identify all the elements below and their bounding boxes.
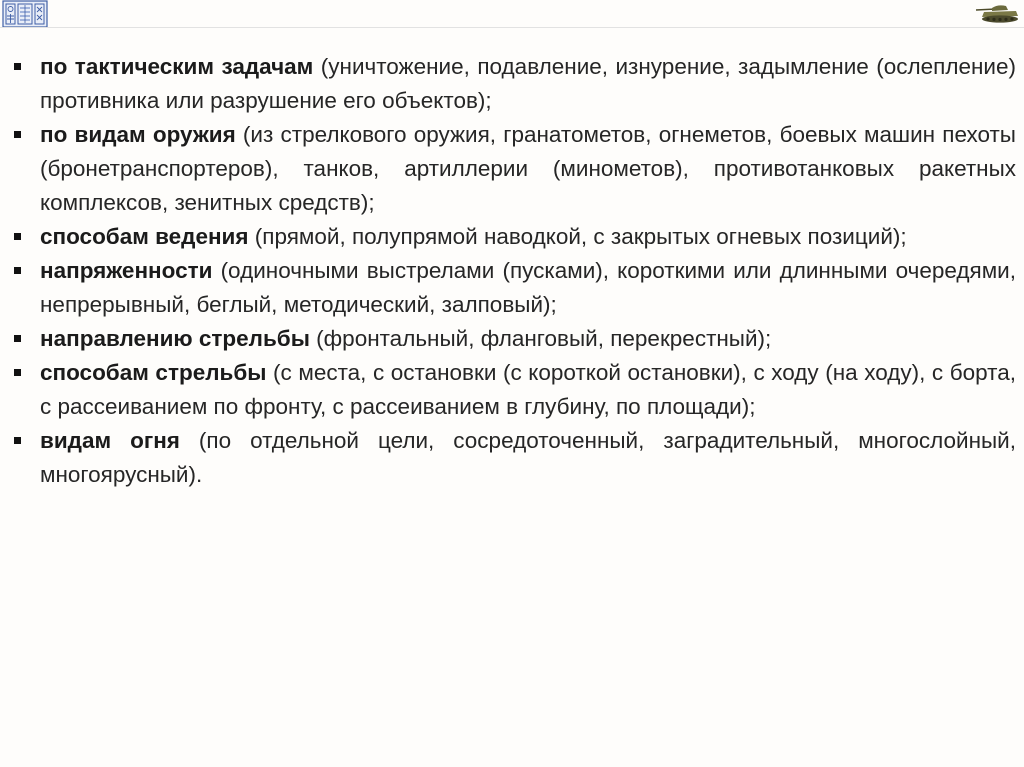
list-item: [12, 118, 1016, 220]
bullet-icon: [14, 63, 21, 70]
list-item: [12, 424, 1016, 492]
item-term: по видам оружия: [40, 122, 236, 147]
item-term: направлению стрельбы: [40, 326, 310, 351]
item-term: способам стрельбы: [40, 360, 267, 385]
list-item: [12, 356, 1016, 424]
item-text: (с места, с остановки (с короткой остановки), с ходу (на ходу), с борта, с рассеиванием по фронту, с рассеиванием в глубину, по площади);: [40, 360, 1016, 419]
item-term: напряженности: [40, 258, 213, 283]
bullet-icon: [14, 437, 21, 444]
bullet-icon: [14, 267, 21, 274]
bullet-list: [12, 50, 1016, 492]
item-text: (по отдельной цели, сосредоточенный, заградительный, многослойный, многоярусный).: [40, 428, 1016, 487]
item-text: (фронтальный, фланговый, перекрестный);: [309, 326, 772, 351]
bullet-icon: [14, 233, 21, 240]
item-text: (прямой, полупрямой наводкой, с закрытых огневых позиций);: [248, 224, 907, 249]
list-item: [12, 322, 1016, 356]
bullet-icon: [14, 369, 21, 376]
tank-icon: [974, 2, 1020, 24]
item-term: способам ведения: [40, 224, 249, 249]
bullet-icon: [14, 335, 21, 342]
item-text: (одиночными выстрелами (пусками), короткими или длинными очередями, непрерывный, беглый, методический, залповый);: [40, 258, 1016, 317]
list-item: [12, 220, 1016, 254]
list-item: [12, 50, 1016, 118]
list-item: [12, 254, 1016, 322]
header-divider: [0, 27, 1024, 28]
emblem-icon: [2, 0, 48, 28]
item-text: (из стрелкового оружия, гранатометов, огнеметов, боевых машин пехоты (бронетранспортеров), танков, артиллерии (минометов), противотанковых ракетных комплексов, зенитных средств);: [40, 122, 1016, 215]
item-term: по тактическим задачам: [40, 54, 314, 79]
item-text: (уничтожение, подавление, изнурение, задымление (ослепление) противника или разрушение его объектов);: [40, 54, 1016, 113]
bullet-icon: [14, 131, 21, 138]
item-term: видам огня: [40, 428, 180, 453]
